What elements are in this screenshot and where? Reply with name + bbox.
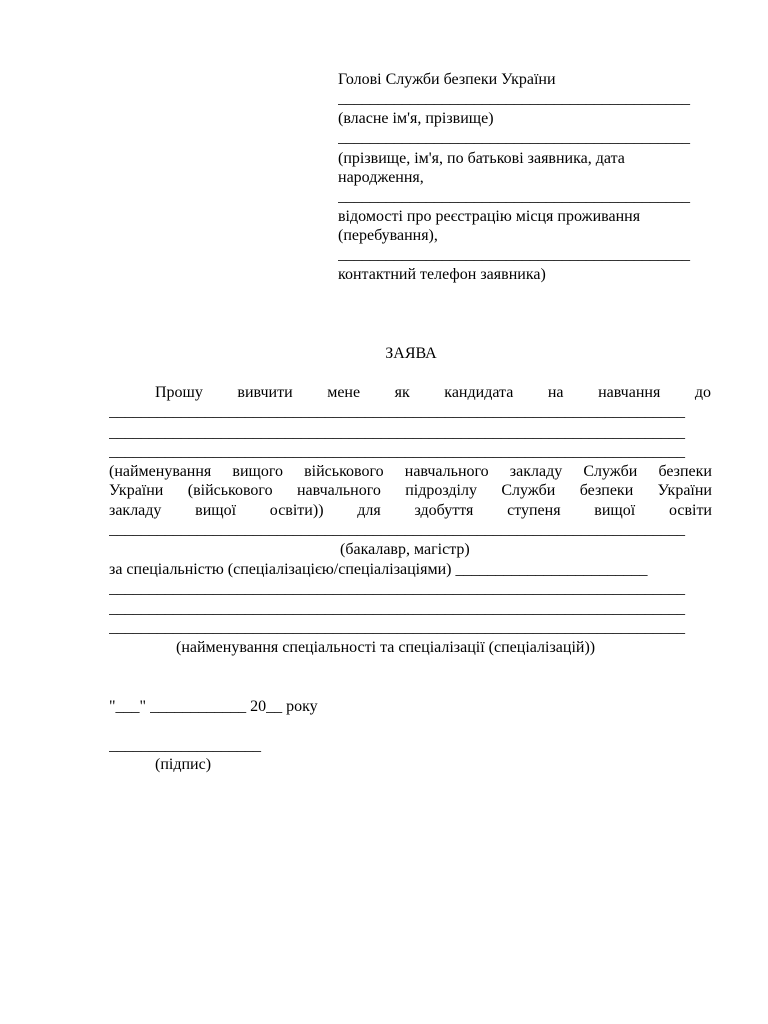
blank-line: ________________________________________________________________________ — [109, 521, 685, 538]
blank-line: ________________________________________________________________________ — [109, 424, 685, 441]
blank-line: ________________________________________________________________________ — [109, 443, 685, 460]
blank-line: ____________________________________________ — [338, 188, 690, 205]
specialty-hint: (найменування спеціальності та спеціалізації (спеціалізацій)) — [176, 639, 596, 656]
degree-hint: (бакалавр, магістр) — [340, 541, 470, 558]
institution-hint-line-2: України (військового навчального підрозділу Служби безпеки України — [109, 482, 712, 499]
registration-hint-line-1: відомості про реєстрацію місця проживання — [338, 208, 641, 225]
signature-line: ___________________ — [109, 737, 261, 754]
blank-line: ________________________________________________________________________ — [109, 619, 685, 636]
institution-hint-line-1: (найменування вищого військового навчального закладу Служби безпеки — [109, 463, 712, 480]
blank-line: ________________________________________________________________________ — [109, 580, 685, 597]
signature-hint: (підпис) — [155, 756, 212, 773]
date-line: "___" ____________ 20__ року — [109, 698, 318, 715]
blank-line: ____________________________________________ — [338, 246, 690, 263]
name-hint: (власне ім'я, прізвище) — [338, 110, 494, 127]
applicant-hint-line-1: (прізвище, ім'я, по батькові заявника, дата — [338, 150, 625, 167]
specialty-line: за спеціальністю (спеціалізацією/спеціалізаціями) ________________________ — [109, 561, 648, 578]
blank-line: ________________________________________________________________________ — [109, 600, 685, 617]
document-title: ЗАЯВА — [385, 345, 437, 362]
blank-line: ____________________________________________ — [338, 90, 690, 107]
applicant-hint-line-2: народження, — [338, 169, 424, 186]
phone-hint: контактний телефон заявника) — [338, 266, 546, 283]
institution-hint-line-3: закладу вищої освіти)) для здобуття ступеня вищої освіти — [109, 502, 712, 519]
addressee-title: Голові Служби безпеки України — [338, 71, 556, 88]
blank-line: ________________________________________________________________________ — [109, 403, 685, 420]
request-intro: Прошу вивчити мене як кандидата на навчання до — [155, 384, 711, 401]
registration-hint-line-2: (перебування), — [338, 227, 438, 244]
blank-line: ____________________________________________ — [338, 129, 690, 146]
